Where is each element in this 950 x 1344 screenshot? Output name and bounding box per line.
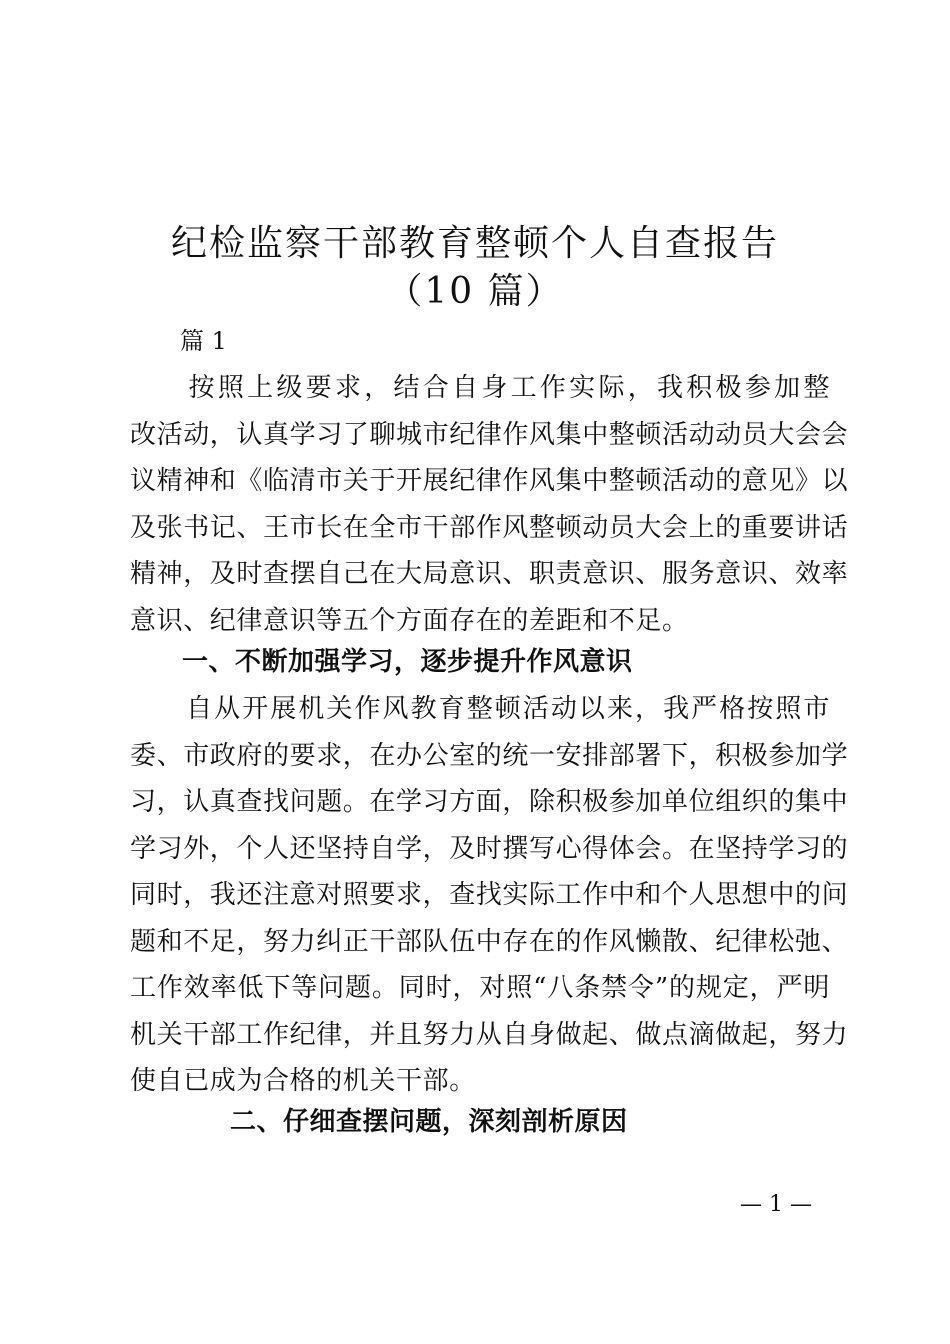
paragraph-line: 改活动，认真学习了聊城市纪律作风集中整顿活动动员大会会 — [130, 419, 849, 450]
paragraph-line: 及张书记、王市长在全市干部作风整顿动员大会上的重要讲话 — [130, 512, 849, 543]
piece-label: 篇 1 — [180, 327, 227, 355]
paragraph-line: 按照上级要求，结合自身工作实际，我积极参加整 — [130, 373, 830, 403]
page-number: — 1 — — [740, 1192, 812, 1217]
section-heading-1: 一、不断加强学习，逐步提升作风意识 — [182, 647, 633, 677]
paragraph-study — [130, 686, 849, 1105]
paragraph-line: 自从开展机关作风教育整顿活动以来，我严格按照市 — [130, 694, 830, 724]
paragraph-line: 机关干部工作纪律，并且努力从自身做起、做点滴做起，努力 — [130, 1019, 849, 1050]
document-title: 纪检监察干部教育整顿个人自查报告 — [170, 223, 779, 264]
paragraph-line: 学习外，个人还坚持自学，及时撰写心得体会。在坚持学习的 — [130, 833, 849, 864]
paragraph-intro — [130, 365, 849, 644]
paragraph-line: 习，认真查找问题。在学习方面，除积极参加单位组织的集中 — [130, 787, 849, 817]
paragraph-line: 题和不足，努力纠正干部队伍中存在的作风懒散、纪律松弛、 — [130, 926, 849, 957]
section-heading-2: 二、仔细查摆问题，深刻剖析原因 — [230, 1107, 628, 1137]
paragraph-line: 精神，及时查摆自己在大局意识、职责意识、服务意识、效率 — [130, 559, 849, 589]
paragraph-line: 议精神和《临清市关于开展纪律作风集中整顿活动的意见》以 — [130, 466, 849, 496]
paragraph-line: 使自已成为合格的机关干部。 — [130, 1066, 476, 1096]
paragraph-line: 工作效率低下等问题。同时，对照“八条禁令”的规定，严明 — [130, 973, 830, 1003]
paragraph-line: 同时，我还注意对照要求，查找实际工作中和个人思想中的问 — [130, 880, 849, 910]
paragraph-line: 委、市政府的要求，在办公室的统一安排部署下，积极参加学 — [130, 740, 849, 771]
paragraph-line: 意识、纪律意识等五个方面存在的差距和不足。 — [130, 605, 689, 636]
document-title-count: （10 篇） — [386, 271, 564, 312]
